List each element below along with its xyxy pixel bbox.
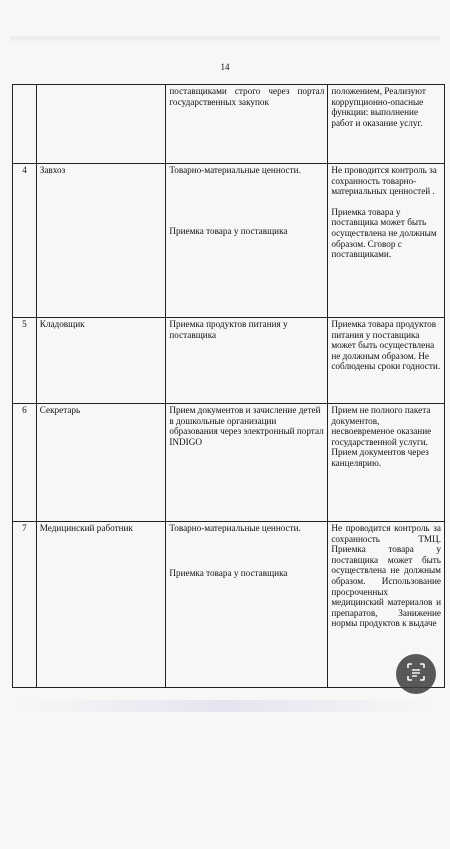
row-risk: Не проводится контроль за сохранность товарно-материальных ценностей . (331, 165, 437, 197)
row-position: Завхоз (36, 164, 166, 318)
row-object: Товарно-материальные ценности. (169, 523, 301, 533)
table-row (13, 318, 445, 404)
row-position: Медицинский работник (36, 522, 166, 688)
row-object: Приемка товара у поставщика (169, 225, 288, 236)
corruption-risk-table (12, 84, 445, 688)
table-row (13, 164, 445, 318)
page-number: 14 (220, 62, 230, 72)
table-row (13, 404, 445, 522)
scan-blur (20, 700, 430, 712)
table-row (13, 522, 445, 688)
row-risk: Прием не полного пакета документов, несвоевременое оказание государственной услуги. Прием документов через канцелярию. (331, 405, 432, 468)
scan-shadow (10, 36, 440, 44)
image-search-button[interactable] (396, 654, 436, 694)
row-position: Секретарь (36, 404, 166, 522)
row-risk: Приемка товара продуктов питания у поставщика может быть осуществлена не должным образом. Не соблюдены сроки годности. (331, 319, 441, 372)
row-number: 5 (13, 318, 37, 404)
table-row (13, 85, 445, 164)
row-object: поставщиками строго через портал государственных закупок (169, 86, 325, 107)
row-position (36, 85, 166, 164)
row-risk: Приемка товара у поставщика может быть осуществлена не должным образом. Сговор с поставщиками. (331, 206, 437, 260)
row-object: Приемка товара у поставщика (169, 567, 288, 578)
row-number (13, 85, 37, 164)
row-object: Прием документов и зачисление детей в дошкольные организации образования через электронный портал INDIGO (169, 405, 324, 447)
row-object: Товарно-материальные ценности. (169, 165, 301, 175)
row-risk: Не проводится контроль за сохранность ТМЦ. Приемка товара у поставщика может быть осуществлена не должным образом. Использование просроченных медицинский материалов и препаратов, Занижение нормы продуктов к выдаче (331, 523, 441, 629)
image-search-icon (406, 662, 426, 687)
row-number: 7 (13, 522, 37, 688)
row-position: Кладовщик (36, 318, 166, 404)
row-risk: положением, Реализуют коррупционно-опасные функции: выполнение работ и оказание услуг. (331, 86, 426, 128)
row-number: 6 (13, 404, 37, 522)
row-number: 4 (13, 164, 37, 318)
row-object: Приемка продуктов питания у поставщика (169, 319, 288, 340)
